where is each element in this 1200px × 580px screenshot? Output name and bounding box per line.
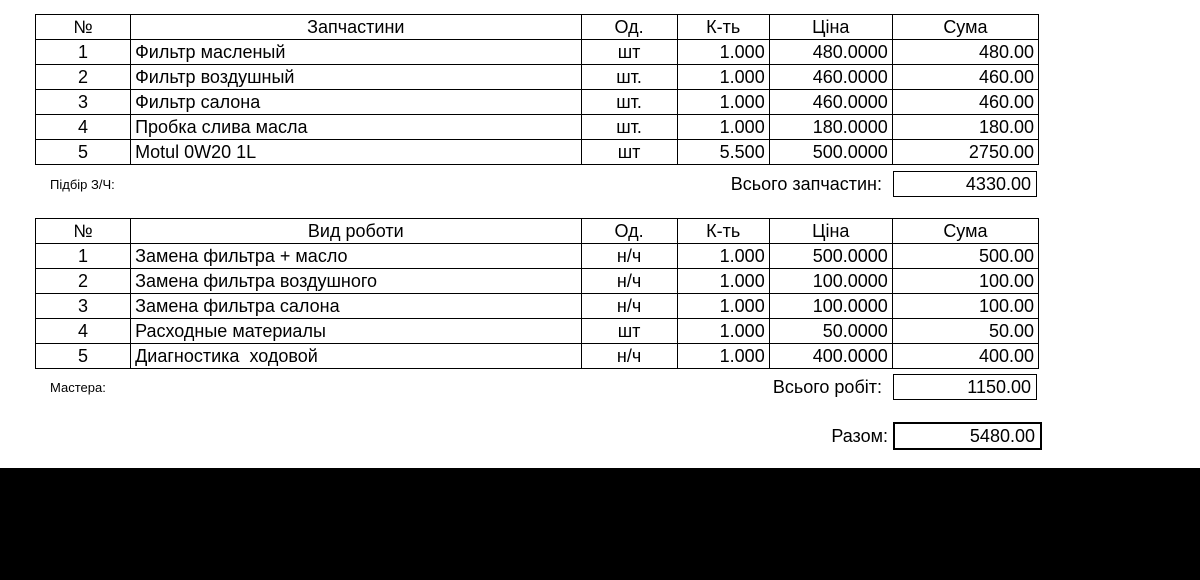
quantity: 1.000 <box>677 244 769 269</box>
table-row <box>36 244 1039 269</box>
unit: шт <box>581 319 677 344</box>
sum: 400.00 <box>892 344 1038 369</box>
col-number-header: № <box>36 15 131 40</box>
unit: шт <box>581 40 677 65</box>
row-number: 4 <box>36 115 131 140</box>
col-number-header: № <box>36 219 131 244</box>
unit: шт. <box>581 115 677 140</box>
row-number: 5 <box>36 140 131 165</box>
price: 500.0000 <box>769 244 892 269</box>
part-name: Motul 0W20 1L <box>131 140 581 165</box>
price: 100.0000 <box>769 269 892 294</box>
quantity: 1.000 <box>677 269 769 294</box>
row-number: 1 <box>36 40 131 65</box>
quantity: 1.000 <box>677 40 769 65</box>
work-name: Замена фильтра + масло <box>131 244 581 269</box>
work-name: Замена фильтра воздушного <box>131 269 581 294</box>
works-header-row <box>36 219 1039 244</box>
table-row <box>36 294 1039 319</box>
col-price-header: Ціна <box>769 219 892 244</box>
unit: шт. <box>581 90 677 115</box>
part-name: Фильтр салона <box>131 90 581 115</box>
row-number: 3 <box>36 90 131 115</box>
col-qty-header: К-ть <box>677 219 769 244</box>
row-number: 3 <box>36 294 131 319</box>
quantity: 1.000 <box>677 65 769 90</box>
col-parts-header: Запчастини <box>131 15 581 40</box>
parts-total-label: Всього запчастин: <box>730 174 882 194</box>
unit: н/ч <box>581 269 677 294</box>
work-name: Замена фильтра салона <box>131 294 581 319</box>
works-total-value: 1150.00 <box>893 374 1037 400</box>
table-row <box>36 90 1039 115</box>
sum: 480.00 <box>892 40 1038 65</box>
unit: шт. <box>581 65 677 90</box>
quantity: 1.000 <box>677 115 769 140</box>
quantity: 1.000 <box>677 90 769 115</box>
price: 500.0000 <box>769 140 892 165</box>
table-row <box>36 115 1039 140</box>
col-work-header: Вид роботи <box>131 219 581 244</box>
price: 50.0000 <box>769 319 892 344</box>
table-row <box>36 65 1039 90</box>
quantity: 1.000 <box>677 294 769 319</box>
price: 400.0000 <box>769 344 892 369</box>
table-row <box>36 140 1039 165</box>
row-number: 2 <box>36 65 131 90</box>
quantity: 1.000 <box>677 319 769 344</box>
price: 460.0000 <box>769 65 892 90</box>
grand-total-label: Разом: <box>831 426 888 446</box>
table-row <box>36 40 1039 65</box>
table-row <box>36 344 1039 369</box>
parts-header-row <box>36 15 1039 40</box>
col-unit-header: Од. <box>581 219 677 244</box>
price: 480.0000 <box>769 40 892 65</box>
sum: 100.00 <box>892 269 1038 294</box>
part-name: Пробка слива масла <box>131 115 581 140</box>
sum: 100.00 <box>892 294 1038 319</box>
black-bottom-area <box>0 468 1200 580</box>
sum: 500.00 <box>892 244 1038 269</box>
col-sum-header: Сума <box>892 15 1038 40</box>
quantity: 1.000 <box>677 344 769 369</box>
parts-selection-note: Підбір З/Ч: <box>50 177 115 192</box>
works-total-label: Всього робіт: <box>772 377 882 397</box>
parts-table <box>35 14 1039 165</box>
unit: н/ч <box>581 344 677 369</box>
col-price-header: Ціна <box>769 15 892 40</box>
col-unit-header: Од. <box>581 15 677 40</box>
parts-total-value: 4330.00 <box>893 171 1037 197</box>
price: 180.0000 <box>769 115 892 140</box>
sum: 460.00 <box>892 65 1038 90</box>
grand-total-value: 5480.00 <box>893 422 1042 450</box>
table-row <box>36 319 1039 344</box>
unit: н/ч <box>581 244 677 269</box>
row-number: 1 <box>36 244 131 269</box>
masters-note: Мастера: <box>50 380 106 395</box>
part-name: Фильтр масленый <box>131 40 581 65</box>
col-qty-header: К-ть <box>677 15 769 40</box>
work-name: Расходные материалы <box>131 319 581 344</box>
quantity: 5.500 <box>677 140 769 165</box>
table-row <box>36 269 1039 294</box>
price: 460.0000 <box>769 90 892 115</box>
sum: 180.00 <box>892 115 1038 140</box>
unit: шт <box>581 140 677 165</box>
col-sum-header: Сума <box>892 219 1038 244</box>
works-table <box>35 218 1039 369</box>
sum: 2750.00 <box>892 140 1038 165</box>
row-number: 5 <box>36 344 131 369</box>
work-name: Диагностика ходовой <box>131 344 581 369</box>
part-name: Фильтр воздушный <box>131 65 581 90</box>
sum: 50.00 <box>892 319 1038 344</box>
row-number: 2 <box>36 269 131 294</box>
unit: н/ч <box>581 294 677 319</box>
sum: 460.00 <box>892 90 1038 115</box>
row-number: 4 <box>36 319 131 344</box>
price: 100.0000 <box>769 294 892 319</box>
